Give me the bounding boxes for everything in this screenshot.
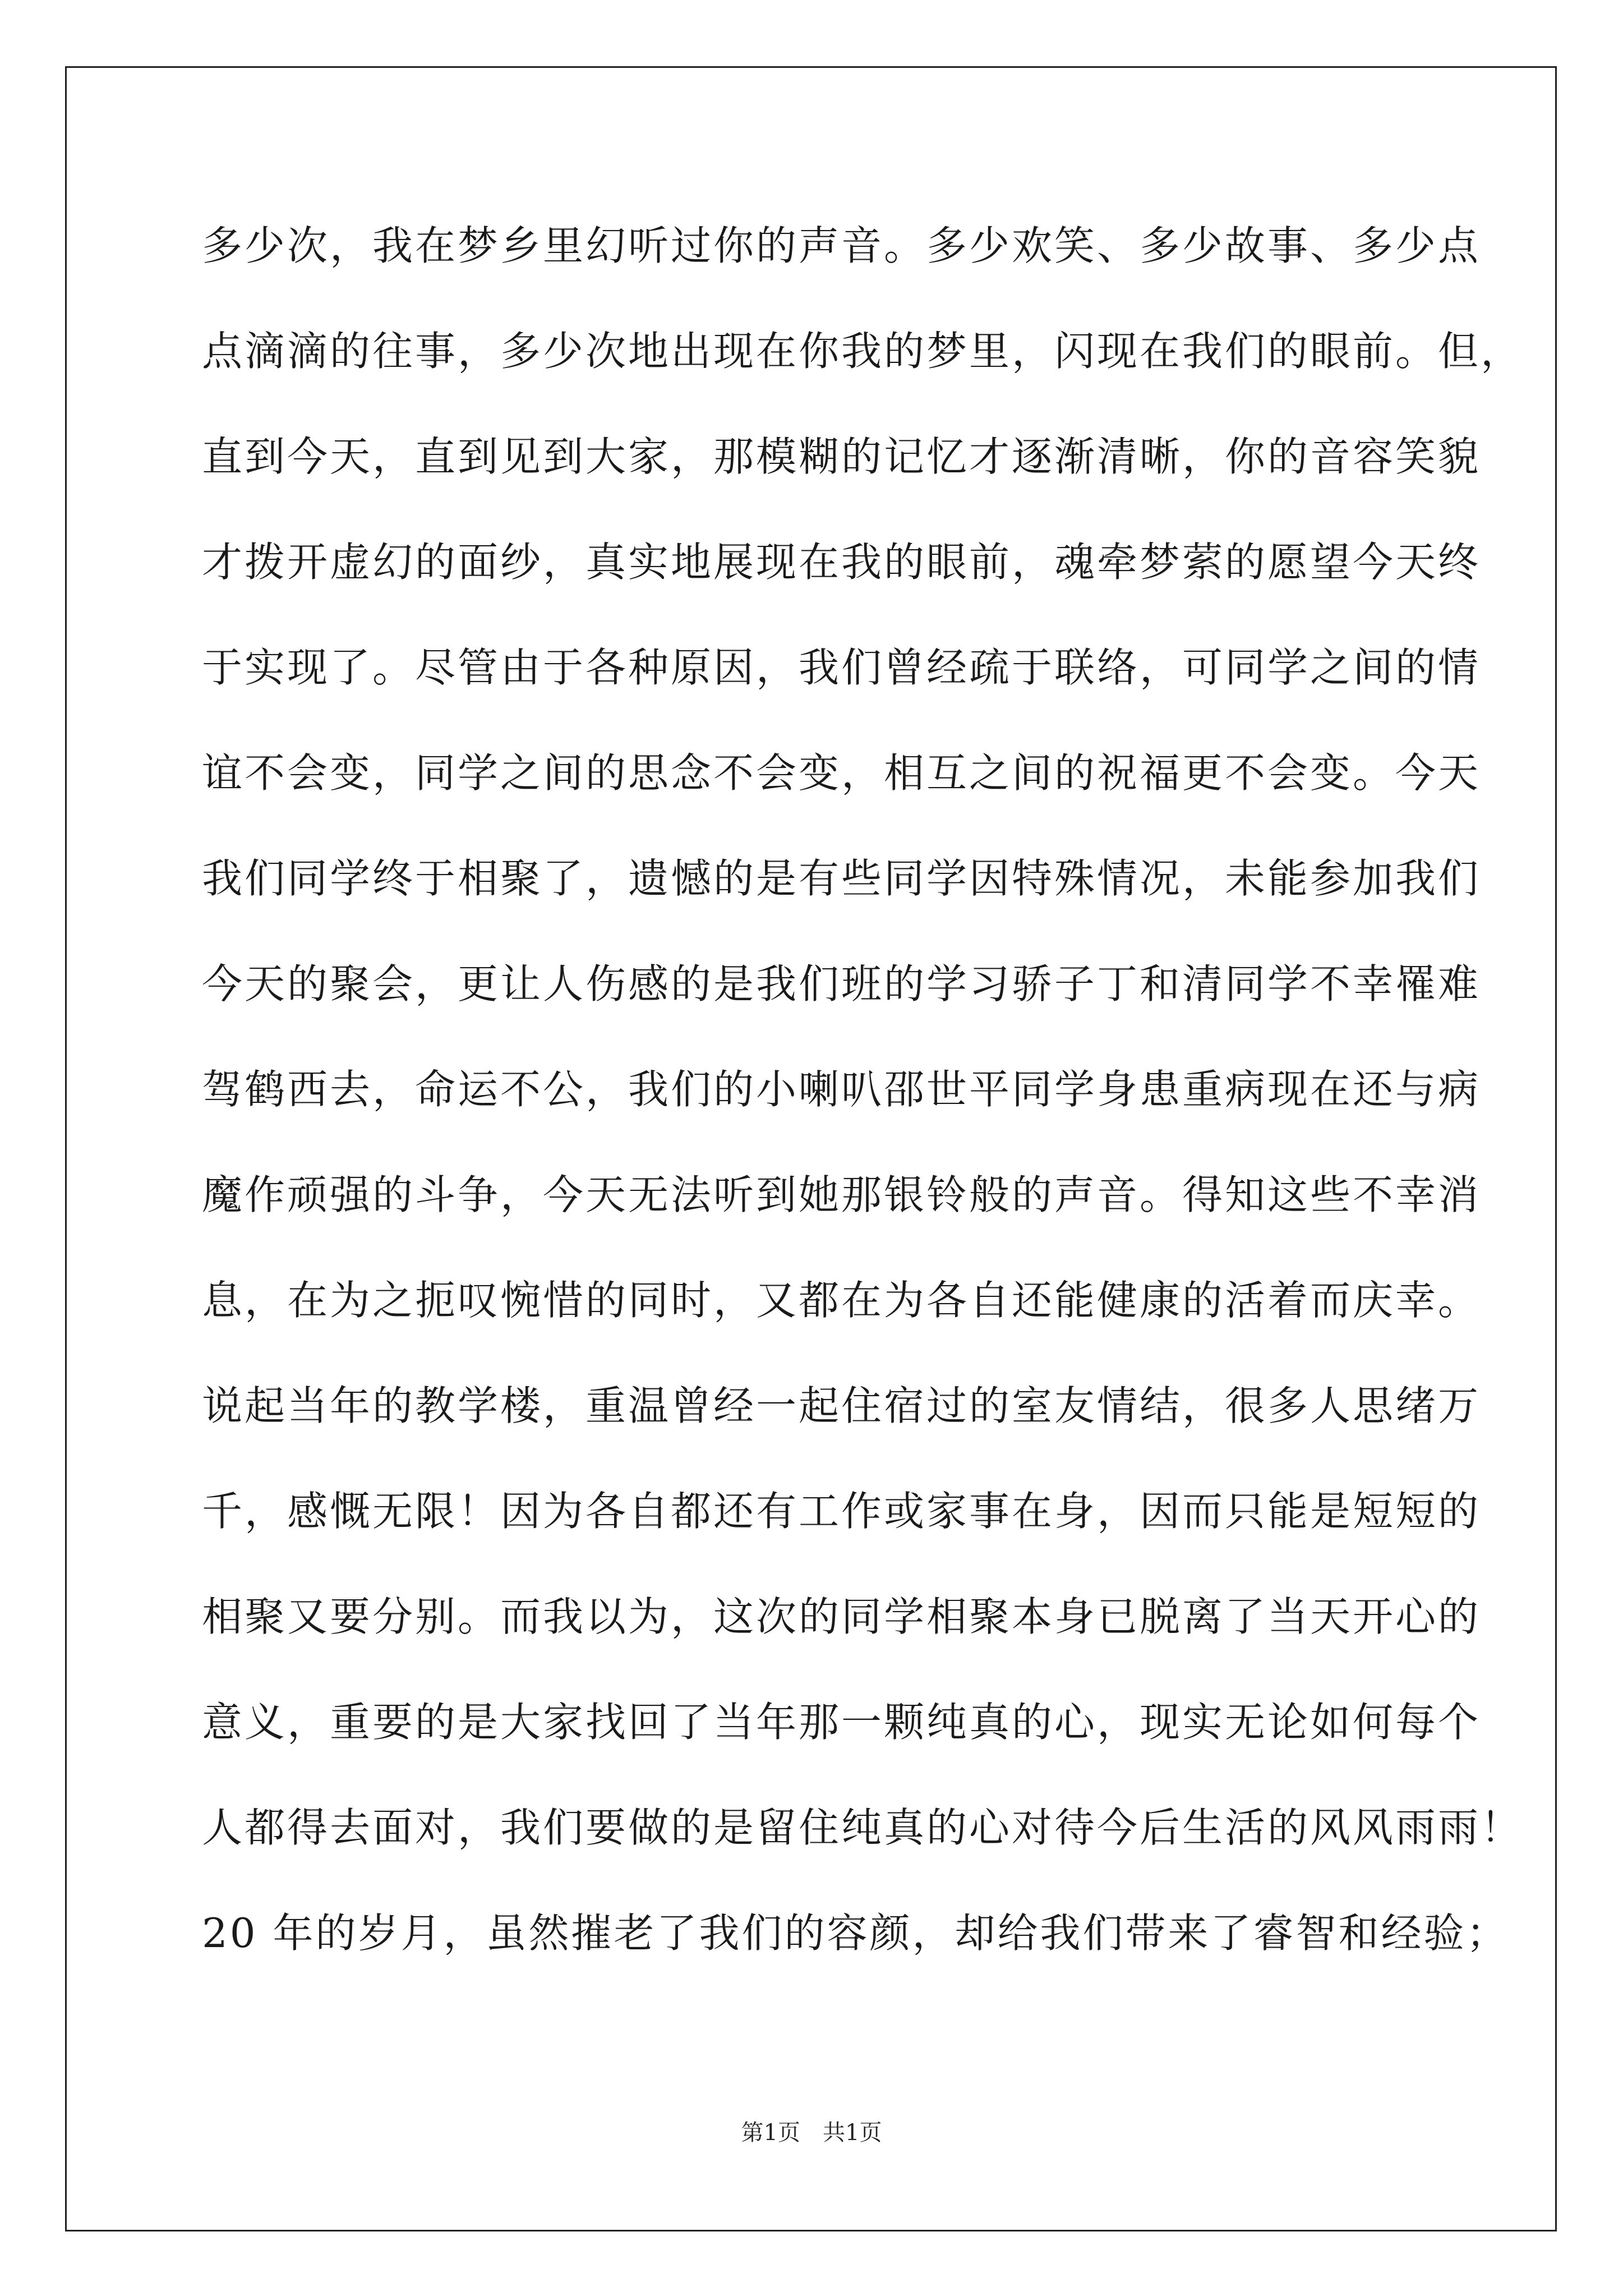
text-line: 多少次，我在梦乡里幻听过你的声音。多少欢笑、多少故事、多少点 xyxy=(202,222,1481,269)
text-line: 魔作顽强的斗争，今天无法听到她那银铃般的声音。得知这些不幸消 xyxy=(202,1171,1481,1218)
text-line: 相聚又要分别。而我以为，这次的同学相聚本身已脱离了当天开心的 xyxy=(202,1593,1481,1640)
text-line: 20 年的岁月，虽然摧老了我们的容颜，却给我们带来了睿智和经验； xyxy=(202,1910,1509,1957)
text-line: 人都得去面对，我们要做的是留住纯真的心对待今后生活的风风雨雨！ xyxy=(202,1804,1524,1851)
text-line: 意义，重要的是大家找回了当年那一颗纯真的心，现实无论如何每个 xyxy=(202,1699,1481,1746)
text-line: 今天的聚会，更让人伤感的是我们班的学习骄子丁和清同学不幸罹难 xyxy=(202,960,1481,1007)
text-line: 谊不会变，同学之间的思念不会变，相互之间的祝福更不会变。今天 xyxy=(202,749,1481,797)
document-body xyxy=(202,212,1524,2005)
text-line: 驾鹤西去，命运不公，我们的小喇叭邵世平同学身患重病现在还与病 xyxy=(202,1066,1481,1113)
text-line: 说起当年的教学楼，重温曾经一起住宿过的室友情结，很多人思绪万 xyxy=(202,1382,1481,1429)
page-number-footer: 第1页 共1页 xyxy=(741,2120,882,2146)
text-line: 我们同学终于相聚了，遗憾的是有些同学因特殊情况，未能参加我们 xyxy=(202,855,1481,902)
text-line: 于实现了。尽管由于各种原因，我们曾经疏于联络，可同学之间的情 xyxy=(202,644,1481,691)
text-line: 点滴滴的往事，多少次地出现在你我的梦里，闪现在我们的眼前。但， xyxy=(202,328,1524,375)
text-line: 息，在为之扼叹惋惜的同时，又都在为各自还能健康的活着而庆幸。 xyxy=(202,1277,1481,1324)
text-line: 直到今天，直到见到大家，那模糊的记忆才逐渐清晰，你的音容笑貌 xyxy=(202,433,1481,480)
text-line: 才拨开虚幻的面纱，真实地展现在我的眼前，魂牵梦萦的愿望今天终 xyxy=(202,539,1481,586)
text-line: 千，感慨无限！因为各自都还有工作或家事在身，因而只能是短短的 xyxy=(202,1488,1481,1535)
